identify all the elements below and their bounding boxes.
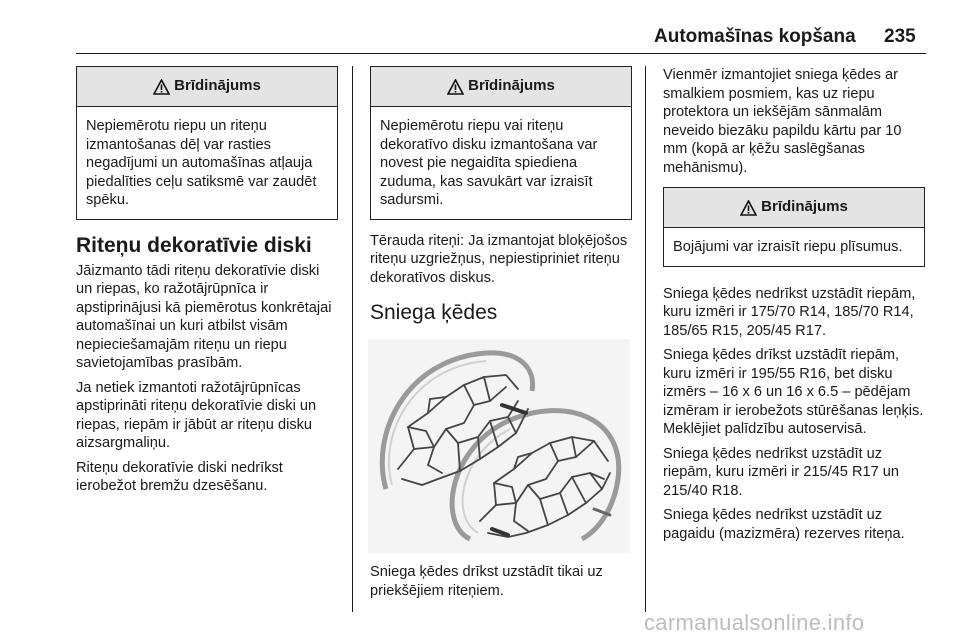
paragraph: Sniega ķēdes nedrīkst uzstādīt uz pagaidu (mazizmēra) rezerves riteņa. xyxy=(663,507,905,542)
paragraph: Ja netiek izmantoti ražotājrūpnīcas apstiprināti riteņu dekoratīvie diski un riepas, riepām ir jābūt ar riteņu disku aizsargmaliņu. xyxy=(76,379,317,451)
warning-box xyxy=(76,66,338,220)
warning-text: Nepiemērotu riepu vai riteņu dekoratīvo disku izmantošana var novest pie negaidīta spiediena zuduma, kas savukārt var izraisīt sadursmi. xyxy=(380,118,598,208)
warning-label: Brīdinājums xyxy=(174,77,261,95)
paragraph: Sniega ķēdes drīkst uzstādīt riepām, kuru izmēri ir 195/55 R16, bet disku izmērs – 16 x 6 un 16 x 6.5 – pēdējam izmēram ir ierobežots stūrēšanas leņķis. Meklējiet palīdzību autoservisā. xyxy=(663,347,924,437)
column-divider-1 xyxy=(352,66,353,612)
column-1 xyxy=(76,66,338,502)
page-number: 235 xyxy=(884,26,916,47)
paragraph: Riteņu dekoratīvie diski nedrīkst ierobežot bremžu dzesēšanu. xyxy=(76,459,283,494)
paragraph: Vienmēr izmantojiet sniega ķēdes ar smalkiem posmiem, kas uz riepu protektora un iekšējām sānmalām neveido biezāku papildu kārtu par 10 mm (kopā ar ķēžu saslēgšanas mehānismu). xyxy=(663,67,902,176)
warning-header xyxy=(664,188,924,228)
warning-box xyxy=(663,187,925,267)
column-3 xyxy=(663,66,925,549)
warning-label: Brīdinājums xyxy=(761,198,848,216)
warning-triangle-icon xyxy=(153,79,170,95)
warning-label: Brīdinājums xyxy=(468,77,555,95)
warning-text: Nepiemērotu riepu un riteņu izmantošanas dēļ var rasties negadījumi un automašīnas atļauja piedalīties ceļu satiksmē var zaudēt spēku. xyxy=(86,118,317,208)
section-heading: Sniega ķēdes xyxy=(370,301,498,324)
paragraph: Jāizmanto tādi riteņu dekoratīvie diski un riepas, ko ražotājrūpnīca ir apstiprinājusi kā piemērotus konkrētajai automašīnai un kuri atbilst visām nepieciešamajām riteņu un riepu savietojamības prasībām. xyxy=(76,262,332,371)
section-heading: Riteņu dekoratīvie diski xyxy=(76,233,312,257)
warning-header xyxy=(371,67,631,107)
column-2 xyxy=(370,66,632,606)
column-divider-2 xyxy=(645,66,646,612)
snow-chain-illustration xyxy=(368,339,630,553)
paragraph: Sniega ķēdes nedrīkst uzstādīt uz riepām, kuru izmēri ir 215/45 R17 un 215/40 R18. xyxy=(663,445,900,499)
watermark: carmanualsonline.info xyxy=(644,610,865,635)
paragraph: Tērauda riteņi: Ja izmantojat bloķējošos riteņu uzgriežņus, nepiestipriniet riteņu dekoratīvos diskus. xyxy=(370,232,628,286)
paragraph: Sniega ķēdes nedrīkst uzstādīt riepām, kuru izmēri ir 175/70 R14, 185/70 R14, 185/65 R15, 205/45 R17. xyxy=(663,285,916,339)
header-title: Automašīnas kopšana xyxy=(654,26,856,47)
warning-text: Bojājumi var izraisīt riepu plīsumus. xyxy=(673,239,903,255)
warning-header xyxy=(77,67,337,107)
header-rule xyxy=(76,53,926,54)
warning-box xyxy=(370,66,632,220)
paragraph: Sniega ķēdes drīkst uzstādīt tikai uz priekšējiem riteņiem. xyxy=(370,564,603,599)
warning-triangle-icon xyxy=(740,200,757,216)
warning-triangle-icon xyxy=(447,79,464,95)
